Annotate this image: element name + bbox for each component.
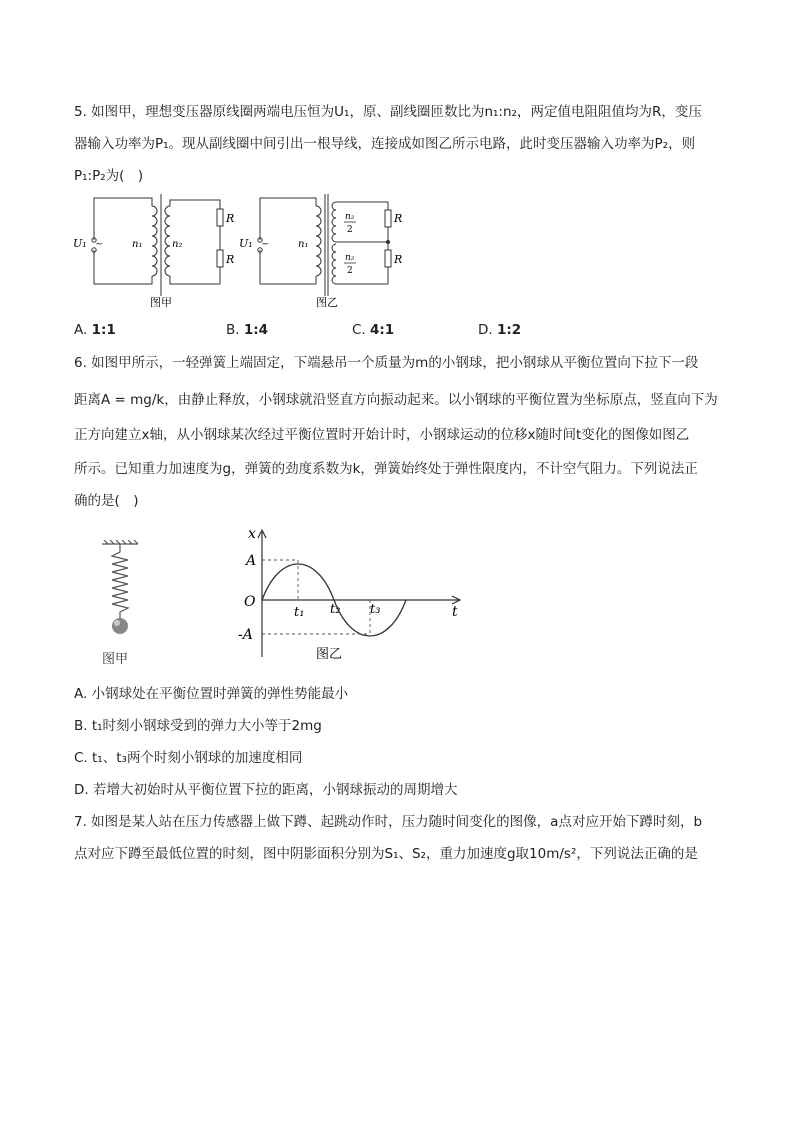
q5-circuit-figure [72,192,412,312]
q5-line-2: 器输入功率为P₁。现从副线圈中间引出一根导线，连接成如图乙所示电路，此时变压器输入功率为P₂，则 [74,136,696,152]
q5-option-a[interactable]: A. 1:1 [74,322,116,338]
q6-line-4: 所示。已知重力加速度为g，弹簧的劲度系数为k，弹簧始终处于弹性限度内，不计空气阻力。下列说法正 [74,461,698,477]
svg-text:~: ~ [95,239,104,250]
q7-line-1: 7. 如图是某人站在压力传感器上做下蹲、起跳动作时，压力随时间变化的图像，a点对应开始下蹲时刻，b [74,814,703,830]
q6-graph-t-axis-label: t [452,604,458,620]
q5-option-d[interactable]: D. 1:2 [478,322,522,338]
svg-text:~: ~ [261,239,270,250]
q6-graph-t2-label: t₂ [330,602,341,617]
q5-fig1-n2-label: n₂ [172,239,183,250]
q6-option-c[interactable]: C. t₁、t₃两个时刻小钢球的加速度相同 [74,750,303,766]
q6-line-1: 6. 如图甲所示，一轻弹簧上端固定，下端悬吊一个质量为m的小钢球，把小钢球从平衡位置向下拉下一段 [74,355,699,371]
q5-option-c[interactable]: C. 4:1 [352,322,395,338]
q5-fig1-n1-label: n₁ [132,239,143,250]
q5-fig2-top-num: n₂ [345,212,355,222]
q5-fig2-r1-label: R [394,212,403,225]
q6-fig1-caption: 图甲 [102,652,129,667]
q7-line-2: 点对应下蹲至最低位置的时刻，图中阴影面积分别为S₁、S₂，重力加速度g取10m/s²，下列说法正确的是 [74,846,698,862]
q6-displacement-graph [234,522,474,662]
q5-fig1-caption: 图甲 [150,296,172,309]
q6-graph-t3-label: t₃ [370,602,381,617]
q6-line-2: 距离A = mg/k，由静止释放，小钢球就沿竖直方向振动起来。以小钢球的平衡位置为坐标原点，竖直向下为 [74,392,718,408]
q5-line-3: P₁:P₂为( ) [74,168,144,184]
q6-graph-x-axis-label: x [248,526,256,542]
q6-option-b[interactable]: B. t₁时刻小钢球受到的弹力大小等于2mg [74,718,322,734]
q6-spring-figure [98,540,148,670]
q6-graph-a-label: A [246,553,257,569]
q6-graph-neg-a-label: -A [238,627,253,643]
q5-fig1-r2-label: R [226,253,235,266]
q6-graph-origin-label: O [244,594,256,610]
q5-fig2-bottom-num: n₂ [345,253,355,263]
q5-fig2-r2-label: R [394,253,403,266]
q6-line-5: 确的是( ) [74,493,139,509]
q5-option-b[interactable]: B. 1:4 [226,322,269,338]
q6-option-d[interactable]: D. 若增大初始时从平衡位置下拉的距离，小钢球振动的周期增大 [74,782,458,798]
q5-line-1: 5. 如图甲，理想变压器原线圈两端电压恒为U₁，原、副线圈匝数比为n₁:n₂，两定值电阻阻值均为R，变压 [74,104,702,120]
q6-graph-t1-label: t₁ [294,605,305,620]
q5-fig2-caption: 图乙 [316,296,338,309]
q5-fig1-u-label: U₁ [73,237,87,250]
q5-fig2-bottom-den: 2 [347,266,353,276]
q6-fig2-caption: 图乙 [316,647,343,662]
q5-fig1-r1-label: R [226,212,235,225]
q5-fig2-u-label: U₁ [239,237,253,250]
q6-option-a[interactable]: A. 小钢球处在平衡位置时弹簧的弹性势能最小 [74,686,349,702]
q5-fig2-top-den: 2 [347,225,353,235]
q6-line-3: 正方向建立x轴，从小钢球某次经过平衡位置时开始计时，小钢球运动的位移x随时间t变化的图像如图乙 [74,427,690,443]
q5-fig2-n1-label: n₁ [298,239,309,250]
